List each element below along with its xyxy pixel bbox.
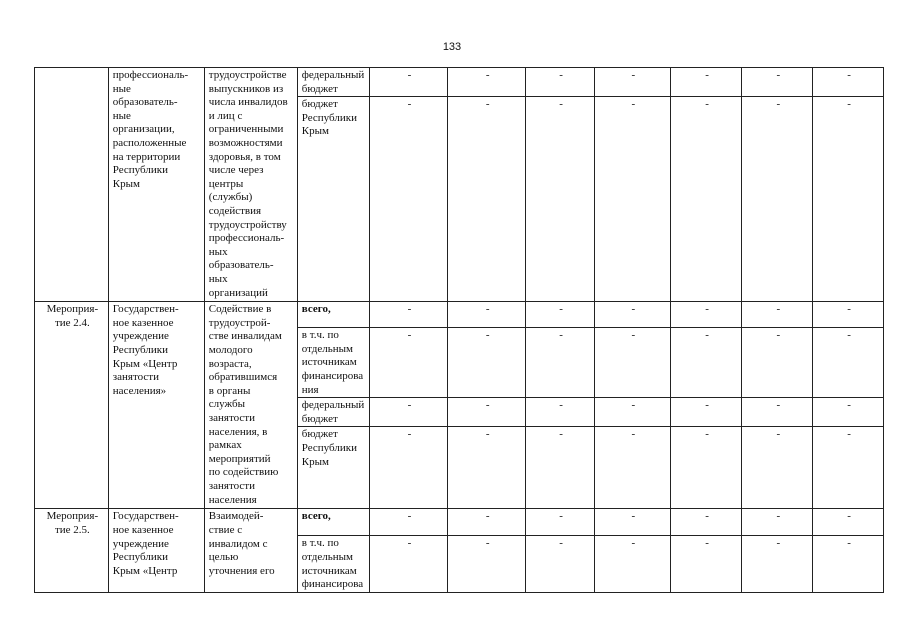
value-cell: - <box>369 398 448 427</box>
activities-table <box>34 67 884 593</box>
value-cell: - <box>369 509 448 536</box>
value-cell: - <box>526 302 595 328</box>
table-row <box>35 509 884 536</box>
funding-source-cell: бюджет Республики Крым <box>297 97 369 302</box>
funding-source-cell: всего, <box>297 509 369 536</box>
value-cell: - <box>670 68 742 97</box>
value-cell: - <box>526 536 595 592</box>
page-number: 133 <box>442 41 462 53</box>
value-cell: - <box>448 427 526 509</box>
value-cell: - <box>594 536 670 592</box>
activity-content-cell: Содействие в трудоустрой- стве инвалидам молодого возраста, обратившимся в органы службы занятости населения, в рамках мероприятий по содействию занятости населения <box>204 302 297 509</box>
value-cell: - <box>526 398 595 427</box>
activity-id-cell <box>35 68 109 302</box>
activity-content-cell: трудоустройстве выпускников из числа инвалидов и лиц с ограниченными возможностями здоровья, в том числе через центры (службы) содействия трудоустройству профессиональ- ных образователь- ных организаций <box>204 68 297 302</box>
table-row <box>35 302 884 328</box>
value-cell: - <box>742 427 813 509</box>
value-cell: - <box>448 302 526 328</box>
value-cell: - <box>526 68 595 97</box>
value-cell: - <box>594 509 670 536</box>
value-cell: - <box>670 509 742 536</box>
value-cell: - <box>813 509 884 536</box>
funding-source-cell: всего, <box>297 302 369 328</box>
value-cell: - <box>369 328 448 398</box>
value-cell: - <box>526 97 595 302</box>
value-cell: - <box>813 536 884 592</box>
value-cell: - <box>369 68 448 97</box>
value-cell: - <box>813 427 884 509</box>
value-cell: - <box>526 427 595 509</box>
activity-content-cell: Взаимодей- ствие с инвалидом с целью уточнения его <box>204 509 297 592</box>
table-row <box>35 68 884 97</box>
value-cell: - <box>742 302 813 328</box>
executor-cell: Государствен- ное казенное учреждение Республики Крым «Центр занятости населения» <box>108 302 204 509</box>
value-cell: - <box>813 68 884 97</box>
executor-cell: профессиональ- ные образователь- ные организации, расположенные на территории Республики Крым <box>108 68 204 302</box>
value-cell: - <box>448 536 526 592</box>
value-cell: - <box>369 302 448 328</box>
funding-source-cell: в т.ч. по отдельным источникам финансирова ния <box>297 328 369 398</box>
value-cell: - <box>448 97 526 302</box>
value-cell: - <box>594 398 670 427</box>
value-cell: - <box>742 328 813 398</box>
value-cell: - <box>742 398 813 427</box>
value-cell: - <box>670 97 742 302</box>
value-cell: - <box>813 328 884 398</box>
value-cell: - <box>594 427 670 509</box>
value-cell: - <box>526 328 595 398</box>
value-cell: - <box>369 97 448 302</box>
value-cell: - <box>813 398 884 427</box>
value-cell: - <box>742 536 813 592</box>
funding-source-cell: федеральный бюджет <box>297 398 369 427</box>
executor-cell: Государствен- ное казенное учреждение Республики Крым «Центр <box>108 509 204 592</box>
value-cell: - <box>594 97 670 302</box>
value-cell: - <box>670 398 742 427</box>
value-cell: - <box>670 427 742 509</box>
value-cell: - <box>670 536 742 592</box>
value-cell: - <box>448 68 526 97</box>
value-cell: - <box>670 328 742 398</box>
value-cell: - <box>742 68 813 97</box>
value-cell: - <box>369 427 448 509</box>
funding-source-cell: бюджет Республики Крым <box>297 427 369 509</box>
value-cell: - <box>813 97 884 302</box>
value-cell: - <box>369 536 448 592</box>
value-cell: - <box>742 509 813 536</box>
value-cell: - <box>526 509 595 536</box>
funding-source-cell: федеральный бюджет <box>297 68 369 97</box>
value-cell: - <box>813 302 884 328</box>
value-cell: - <box>448 328 526 398</box>
value-cell: - <box>594 68 670 97</box>
activity-id-cell: Мероприя- тие 2.4. <box>35 302 109 509</box>
value-cell: - <box>448 509 526 536</box>
funding-source-cell: в т.ч. по отдельным источникам финансирова <box>297 536 369 592</box>
value-cell: - <box>742 97 813 302</box>
activity-id-cell: Мероприя- тие 2.5. <box>35 509 109 592</box>
value-cell: - <box>594 302 670 328</box>
value-cell: - <box>594 328 670 398</box>
value-cell: - <box>670 302 742 328</box>
value-cell: - <box>448 398 526 427</box>
